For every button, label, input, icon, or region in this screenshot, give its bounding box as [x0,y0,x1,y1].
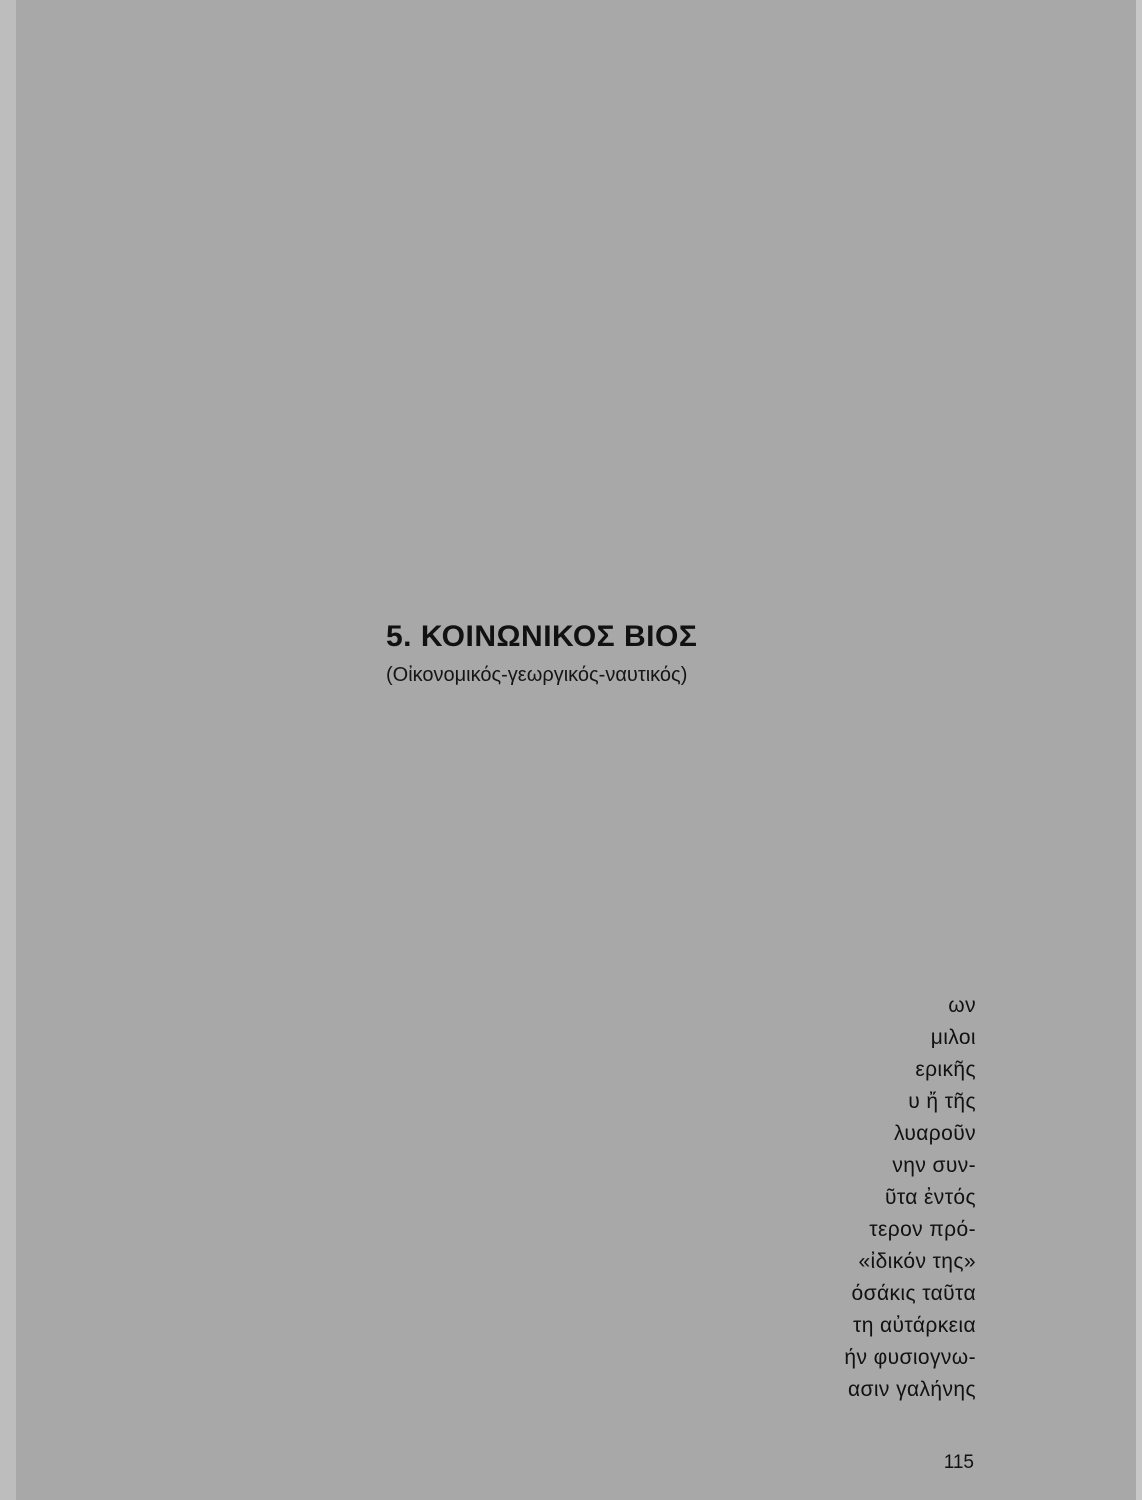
text-fragment: υ ἤ τῆς [908,1090,976,1113]
section-subtitle: (Οἰκονομικός-γεωργικός-ναυτικός) [386,664,688,686]
text-fragment: ῦτα ἐντός [884,1186,976,1209]
page-number: 115 [943,1452,974,1473]
page-left-edge [0,0,16,1500]
text-fragment: μιλοι [930,1026,976,1049]
text-fragment: όσάκις ταῦτα [851,1282,976,1305]
text-fragment: «ἰδικόν της» [858,1250,976,1273]
text-fragment: λυαροῦν [893,1122,976,1145]
text-fragment: ερικῆς [915,1058,976,1081]
page-right-edge [1136,0,1142,1500]
text-fragment: τη αὐτάρκεια [853,1314,976,1337]
text-fragment: τερον πρό- [869,1218,976,1241]
text-fragment: νην συν- [892,1154,976,1177]
text-fragment-column [780,990,976,1406]
text-fragment: ασιν γαλήνης [847,1378,976,1401]
text-fragment: ήν φυσιογνω- [844,1346,976,1369]
section-title: 5. ΚΟΙΝΩΝΙΚΟΣ ΒΙΟΣ [386,620,698,653]
text-fragment: ων [948,994,976,1017]
